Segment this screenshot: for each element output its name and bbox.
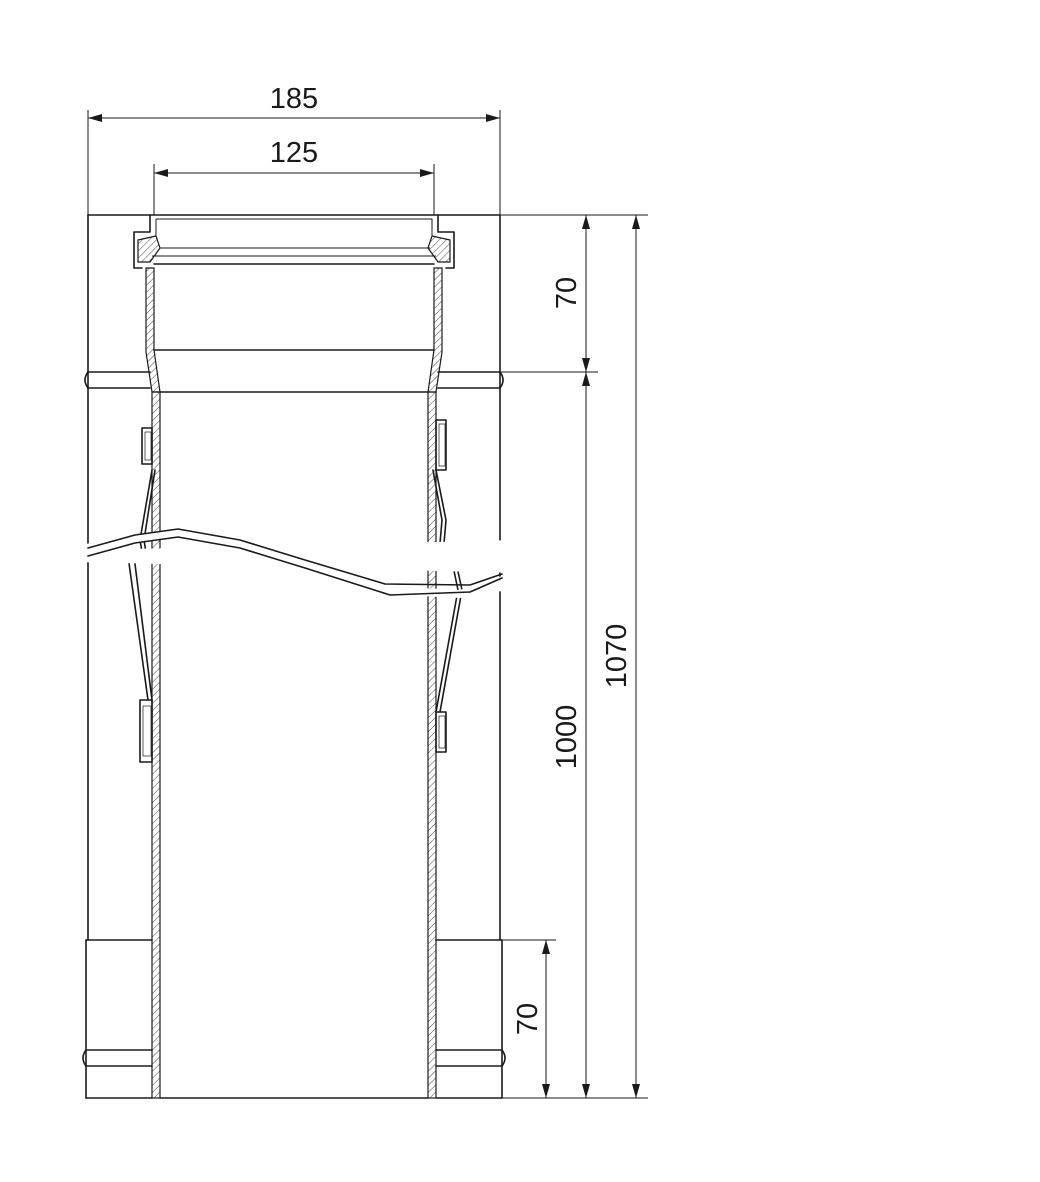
dimension-label-70-bottom: 70 xyxy=(512,1002,544,1036)
bottom-spigot xyxy=(83,940,505,1098)
dimension-label-1000: 1000 xyxy=(551,704,583,770)
dimension-total-length xyxy=(601,215,640,1098)
dimension-top-socket xyxy=(551,215,590,372)
inner-pipe xyxy=(152,392,436,1098)
dimension-label-125: 125 xyxy=(269,137,319,169)
dimension-label-1070: 1070 xyxy=(601,623,633,689)
upper-bead-ring xyxy=(85,372,503,388)
dimension-label-185: 185 xyxy=(269,83,319,115)
dimension-body-length xyxy=(551,372,590,1098)
dimension-bottom-spigot xyxy=(512,940,550,1098)
dimension-inner-diameter xyxy=(154,137,434,215)
top-socket xyxy=(134,215,454,392)
dimension-label-70-top: 70 xyxy=(551,276,583,310)
